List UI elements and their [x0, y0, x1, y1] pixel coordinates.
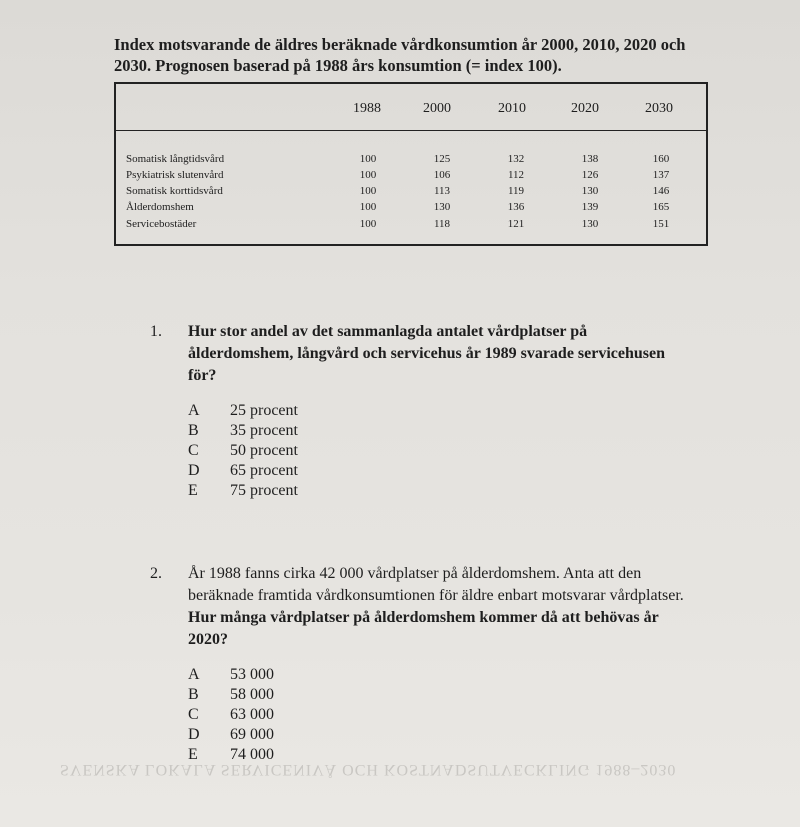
cell: 165	[652, 201, 670, 213]
option-text: 35 procent	[230, 422, 298, 439]
option-letter: E	[188, 482, 198, 499]
table-row	[126, 201, 696, 217]
cell: 100	[359, 201, 377, 213]
cell: 151	[652, 218, 670, 230]
question-number: 1.	[150, 323, 162, 340]
cell: 146	[652, 185, 670, 197]
header-2010: 2010	[498, 101, 526, 116]
row-label: Psykiatrisk slutenvård	[126, 169, 224, 181]
row-label: Somatisk långtidsvård	[126, 153, 225, 165]
option-text: 50 procent	[230, 442, 298, 459]
option-letter: D	[188, 726, 200, 743]
cell: 130	[433, 201, 451, 213]
option-letter: E	[188, 746, 198, 763]
option-text: 65 procent	[230, 462, 298, 479]
cell: 138	[581, 153, 599, 165]
cell: 121	[507, 218, 525, 230]
option-text: 69 000	[230, 726, 274, 743]
header-2030: 2030	[645, 101, 673, 116]
question-text: Hur stor andel av det sammanlagda antalet vårdplatser på ålderdomshem, långvård och servicehus år 1989 svarade servicehusen för?	[188, 323, 666, 384]
row-label: Servicebostäder	[126, 218, 197, 230]
cell: 100	[359, 218, 377, 230]
row-label: Ålderdomshem	[126, 201, 194, 213]
cell: 139	[581, 201, 599, 213]
option-letter: D	[188, 462, 200, 479]
cell: 132	[507, 153, 525, 165]
question-text-bold: Hur många vårdplatser på ålderdomshem kommer då att behövas år 2020?	[188, 609, 659, 648]
option-letter: A	[188, 402, 200, 419]
cell: 136	[507, 201, 525, 213]
cell: 119	[507, 185, 525, 197]
table-row	[126, 169, 696, 185]
cell: 125	[433, 153, 451, 165]
option-text: 25 procent	[230, 402, 298, 419]
index-table	[114, 82, 708, 246]
table-row	[126, 153, 696, 169]
question-number: 2.	[150, 565, 162, 582]
option-letter: B	[188, 686, 199, 703]
question-text-plain: År 1988 fanns cirka 42 000 vårdplatser på ålderdomshem. Anta att den beräknade framtida vårdkonsumtionen för äldre enbart motsvarar vårdplatser.	[188, 565, 684, 604]
row-label: Somatisk korttidsvård	[126, 185, 223, 197]
option-letter: A	[188, 666, 200, 683]
header-2020: 2020	[571, 101, 599, 116]
cell: 100	[359, 153, 377, 165]
question-text	[188, 563, 688, 651]
option-text: 74 000	[230, 746, 274, 763]
table-row	[126, 185, 696, 201]
cell: 126	[581, 169, 599, 181]
cell: 118	[433, 218, 451, 230]
cell: 160	[652, 153, 670, 165]
cell: 130	[581, 218, 599, 230]
option-letter: C	[188, 706, 199, 723]
option-letter: C	[188, 442, 199, 459]
cell: 137	[652, 169, 670, 181]
table-row	[126, 218, 696, 234]
cell: 100	[359, 169, 377, 181]
header-2000: 2000	[423, 101, 451, 116]
option-text: 58 000	[230, 686, 274, 703]
cell: 130	[581, 185, 599, 197]
table-header-row	[116, 84, 706, 131]
cell: 100	[359, 185, 377, 197]
table-caption: Index motsvarande de äldres beräknade vårdkonsumtion år 2000, 2010, 2020 och 2030. Prognosen baserad på 1988 års konsumtion (= index 100).	[114, 35, 686, 75]
option-text: 53 000	[230, 666, 274, 683]
bleed-through-footer: SVENSKA LOKALA SERVICENIVÅ OCH KOSTNADSUTVECKLING 1988–2030	[60, 761, 677, 778]
option-text: 75 procent	[230, 482, 298, 499]
cell: 112	[507, 169, 525, 181]
option-letter: B	[188, 422, 199, 439]
cell: 113	[433, 185, 451, 197]
cell: 106	[433, 169, 451, 181]
option-text: 63 000	[230, 706, 274, 723]
header-1988: 1988	[353, 101, 381, 116]
